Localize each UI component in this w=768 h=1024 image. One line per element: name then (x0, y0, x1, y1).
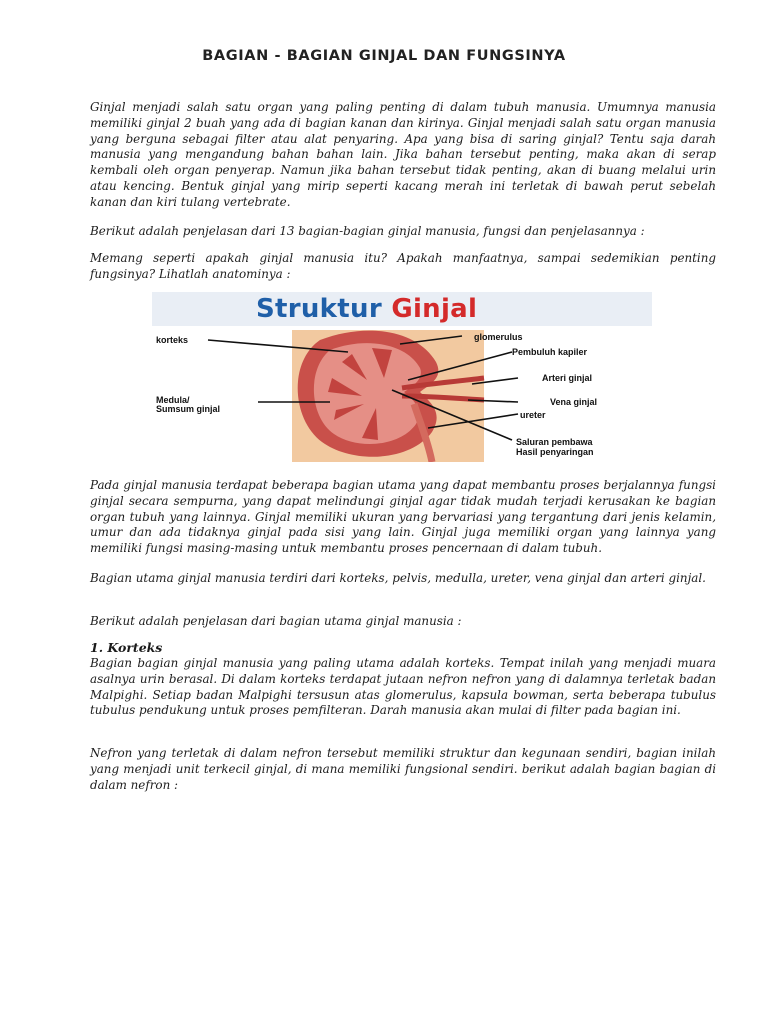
label-medula-1: Medula/ (156, 395, 190, 405)
kidney-structure-figure (152, 292, 652, 462)
paragraph-nefron: Nefron yang terletak di dalam nefron tersebut memiliki struktur dan kegunaan sendiri, bagian inilah yang menjadi unit terkecil ginjal, di mana memiliki fungsional sendiri. berikut adalah bagian bagian di dalam nefron : (90, 746, 716, 792)
label-glomerulus: glomerulus (474, 332, 523, 342)
label-pembuluh-kapiler: Pembuluh kapiler (512, 347, 588, 357)
figure-title-word-2: Ginjal (391, 294, 478, 324)
paragraph-explanation-intro: Berikut adalah penjelasan dari bagian utama ginjal manusia : (90, 614, 462, 628)
paragraph-intro: Ginjal menjadi salah satu organ yang paling penting di dalam tubuh manusia. Umumnya manusia memiliki ginjal 2 buah yang ada di bagian kanan dan kirinya. Ginjal menjadi salah satu organ manusia yang berguna sebagai filter atau alat penyaring. Apa yang bisa di saring ginjal? Tentu saja darah manusia yang mengandung bahan bahan lain. Jika bahan tersebut penting, maka akan di serap kembali oleh organ penyerap. Namun jika bahan tersebut tidak penting, akan di buang melalui urin atau kencing. Bentuk ginjal yang mirip seperti kacang merah ini terletak di bawah perut sebelah kanan dan kiri tulang vertebrate. (90, 100, 716, 209)
paragraph-list-intro: Berikut adalah penjelasan dari 13 bagian-bagian ginjal manusia, fungsi dan penjelasannya : (90, 224, 645, 238)
label-saluran-2: Hasil penyaringan (516, 447, 594, 457)
figure-title-word-1: Struktur (256, 294, 382, 324)
paragraph-korteks: Bagian bagian ginjal manusia yang paling utama adalah korteks. Tempat inilah yang menjadi muara asalnya urin berasal. Di dalam korteks terdapat jutaan nefron nefron yang di dalamnya terletak badan Malpighi. Setiap badan Malpighi tersusun atas glomerulus, kapsula bowman, serta beberapa tubulus tubulus pendukung untuk proses pemfilteran. Darah manusia akan mulai di filter pada bagian ini. (90, 656, 716, 718)
label-vena-ginjal: Vena ginjal (550, 397, 598, 407)
page-title: BAGIAN - BAGIAN GINJAL DAN FUNGSINYA (202, 48, 566, 64)
label-korteks: korteks (156, 335, 189, 345)
label-medula-2: Sumsum ginjal (156, 404, 221, 414)
label-saluran-1: Saluran pembawa (516, 437, 593, 447)
paragraph-main-parts: Pada ginjal manusia terdapat beberapa bagian utama yang dapat membantu proses berjalannya fungsi ginjal secara sempurna, yang dapat melindungi ginjal agar tidak mudah terjadi kerusakan ke bagian organ tubuh yang lainnya. Ginjal memiliki ukuran yang bervariasi yang tergantung dari jenis kelamin, umur dan ada tidaknya ginjal pada sisi yang lain. Ginjal juga memiliki organ yang lainnya yang memiliki fungsi masing-masing untuk membantu proses pencernaan di dalam tubuh. (90, 478, 716, 556)
label-ureter: ureter (520, 410, 546, 420)
section-heading-korteks: 1. Korteks (90, 640, 163, 655)
paragraph-parts-list: Bagian utama ginjal manusia terdiri dari korteks, pelvis, medulla, ureter, vena ginjal dan arteri ginjal. (90, 571, 706, 585)
label-arteri-ginjal: Arteri ginjal (542, 373, 593, 383)
paragraph-question: Memang seperti apakah ginjal manusia itu? Apakah manfaatnya, sampai sedemikian penting fungsinya? Lihatlah anatominya : (90, 251, 716, 281)
